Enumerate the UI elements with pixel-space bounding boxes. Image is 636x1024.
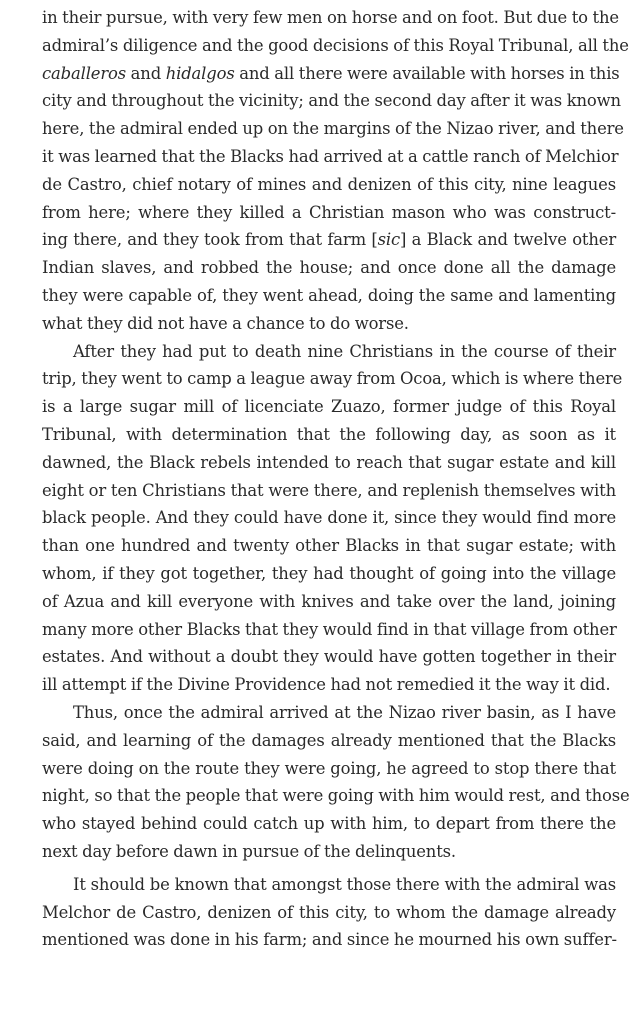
text-line: estates. And without a doubt they would have gotten together in their: [42, 647, 616, 667]
text-line: many more other Blacks that they would find in that village from other: [42, 619, 617, 639]
italic-term: hidalgos: [165, 63, 235, 83]
text-line: Thus, once the admiral arrived at the Nizao river basin, as I have: [73, 702, 616, 722]
text-line: what they did not have a chance to do worse.: [42, 313, 409, 333]
text-line: of Azua and kill everyone with knives and take over the land, joining: [42, 591, 616, 611]
text-line: city and throughout the vicinity; and the second day after it was known: [42, 91, 621, 111]
text-line: After they had put to death nine Christians in the course of their: [73, 341, 616, 361]
paragraph-2: [42, 338, 623, 699]
text-line: Melchor de Castro, denizen of this city, to whom the damage already: [42, 902, 616, 922]
text-line: here, the admiral ended up on the margins of the Nizao river, and there: [42, 119, 624, 139]
text-line: Tribunal, with determination that the following day, as soon as it: [42, 424, 616, 444]
text-line: It should be known that amongst those there with the admiral was: [73, 874, 616, 894]
text-line: said, and learning of the damages already mentioned that the Blacks: [42, 730, 616, 750]
text-line: [42, 226, 616, 254]
text-line: trip, they went to camp a league away from Ocoa, which is where there: [42, 369, 623, 389]
text-line: from here; where they killed a Christian mason who was construct-: [42, 202, 616, 222]
text-run: and: [126, 63, 166, 83]
text-line: admiral’s diligence and the good decisions of this Royal Tribunal, all the: [42, 35, 629, 55]
paragraph-4: [42, 871, 616, 954]
text-line: is a large sugar mill of licenciate Zuazo, former judge of this Royal: [42, 397, 616, 417]
text-run: ing there, and they took from that farm [: [42, 230, 378, 250]
text-run: and all there were available with horses in this: [234, 63, 620, 83]
text-line: they were capable of, they went ahead, doing the same and lamenting: [42, 285, 616, 305]
text-line: ill attempt if the Divine Providence had not remedied it the way it did.: [42, 675, 611, 695]
text-line: dawned, the Black rebels intended to reach that sugar estate and kill: [42, 452, 616, 472]
text-line: eight or ten Christians that were there, and replenish themselves with: [42, 480, 616, 500]
paragraph-1: [42, 4, 629, 338]
text-line: night, so that the people that were going with him would rest, and those: [42, 786, 630, 806]
text-line: mentioned was done in his farm; and since he mourned his own suffer-: [42, 930, 617, 950]
text-line: than one hundred and twenty other Blacks in that sugar estate; with: [42, 536, 616, 556]
text-line: [42, 60, 620, 88]
italic-term: sic: [377, 230, 401, 250]
paragraph-3: [42, 699, 630, 866]
text-line: next day before dawn in pursue of the delinquents.: [42, 841, 456, 861]
document-page: [42, 4, 630, 954]
text-line: black people. And they could have done it, since they would find more: [42, 508, 616, 528]
text-line: Indian slaves, and robbed the house; and once done all the damage: [42, 258, 616, 278]
text-line: de Castro, chief notary of mines and denizen of this city, nine leagues: [42, 174, 616, 194]
italic-term: caballeros: [42, 63, 127, 83]
text-run: ] a Black and twelve other: [400, 230, 617, 250]
text-line: whom, if they got together, they had thought of going into the village: [42, 563, 616, 583]
text-line: who stayed behind could catch up with him, to depart from there the: [42, 814, 616, 834]
text-line: it was learned that the Blacks had arrived at a cattle ranch of Melchior: [42, 146, 619, 166]
text-line: were doing on the route they were going, he agreed to stop there that: [42, 758, 616, 778]
text-line: in their pursue, with very few men on horse and on foot. But due to the: [42, 8, 619, 27]
